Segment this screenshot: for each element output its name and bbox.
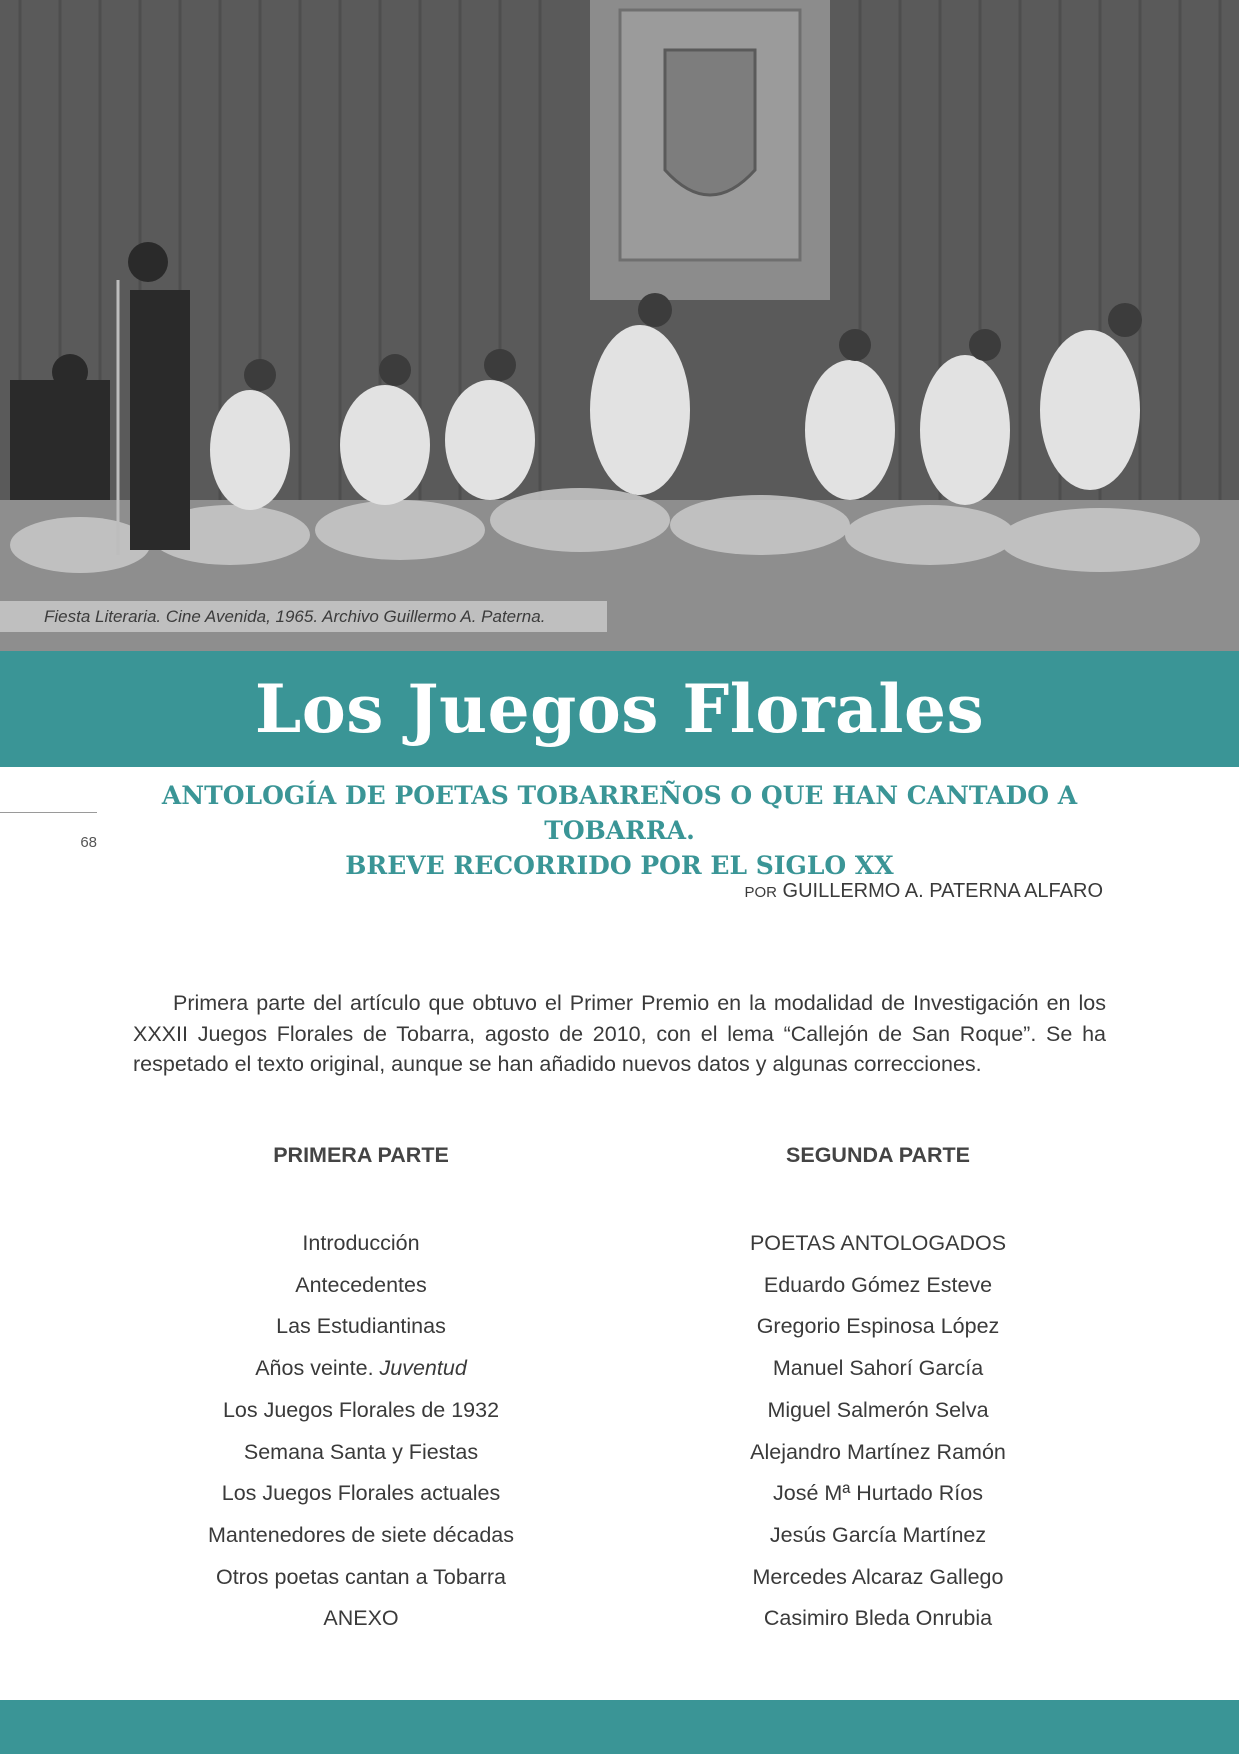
- list-item: Eduardo Gómez Esteve: [763, 1272, 993, 1297]
- archival-photo: [0, 0, 1239, 651]
- byline: [600, 880, 1103, 903]
- list-item: Gregorio Espinosa López: [756, 1314, 1000, 1339]
- list-item: Mantenedores de siete décadas: [208, 1522, 514, 1547]
- list-item: Manuel Sahorí García: [772, 1356, 984, 1381]
- byline-author: GUILLERMO A. PATERNA ALFARO: [782, 880, 1103, 902]
- list-item: Las Estudiantinas: [276, 1314, 446, 1339]
- list-item: Los Juegos Florales de 1932: [222, 1397, 500, 1422]
- toc-primera-parte: [151, 1140, 571, 1640]
- list-item-italic: Juventud: [379, 1356, 467, 1381]
- list-item: Otros poetas cantan a Tobarra: [215, 1564, 507, 1589]
- article-subtitle: [100, 778, 1139, 883]
- photo-caption: Fiesta Literaria. Cine Avenida, 1965. Archivo Guillermo A. Paterna.: [0, 601, 607, 632]
- article-title: Los Juegos Florales: [254, 670, 985, 748]
- title-band: [0, 651, 1239, 767]
- list-item: ANEXO: [323, 1606, 399, 1631]
- list-item: Mercedes Alcaraz Gallego: [752, 1564, 1004, 1589]
- margin-rule: [0, 812, 97, 813]
- stage-scene-image: [0, 0, 1239, 651]
- list-item: José Mª Hurtado Ríos: [773, 1481, 983, 1506]
- list-item: Jesús García Martínez: [769, 1522, 987, 1547]
- list-item: Casimiro Bleda Onrubia: [763, 1606, 993, 1631]
- list-item: Alejandro Martínez Ramón: [750, 1439, 1006, 1464]
- list-item: Semana Santa y Fiestas: [243, 1439, 479, 1464]
- intro-paragraph: Primera parte del artículo que obtuvo el Primer Premio en la modalidad de Investigación en los XXXII Juegos Florales de Tobarra, agosto de 2010, con el lema “Callejón de San Roque”. Se ha respetado el texto original, aunque se han añadido nuevos datos y algunas correcciones.: [133, 991, 1106, 1076]
- list-item: Introducción: [302, 1231, 420, 1255]
- primera-parte-heading: PRIMERA PARTE: [273, 1143, 449, 1167]
- toc-segunda-parte: [668, 1140, 1088, 1640]
- list-item: Antecedentes: [295, 1272, 427, 1297]
- page-number: 68: [80, 834, 97, 851]
- byline-prefix: POR: [744, 884, 777, 901]
- subtitle-line-2: BREVE RECORRIDO POR EL SIGLO XX: [345, 851, 894, 880]
- list-item-text: Años veinte.: [255, 1356, 380, 1381]
- subtitle-line-1: ANTOLOGÍA DE POETAS TOBARREÑOS O QUE HAN CANTADO A TOBARRA.: [161, 781, 1078, 845]
- footer-band: [0, 1700, 1239, 1754]
- segunda-parte-heading: SEGUNDA PARTE: [786, 1143, 970, 1167]
- list-item: Los Juegos Florales actuales: [221, 1481, 501, 1506]
- list-item: POETAS ANTOLOGADOS: [749, 1231, 1007, 1255]
- list-item: Miguel Salmerón Selva: [767, 1397, 989, 1422]
- list-item: [151, 1348, 571, 1390]
